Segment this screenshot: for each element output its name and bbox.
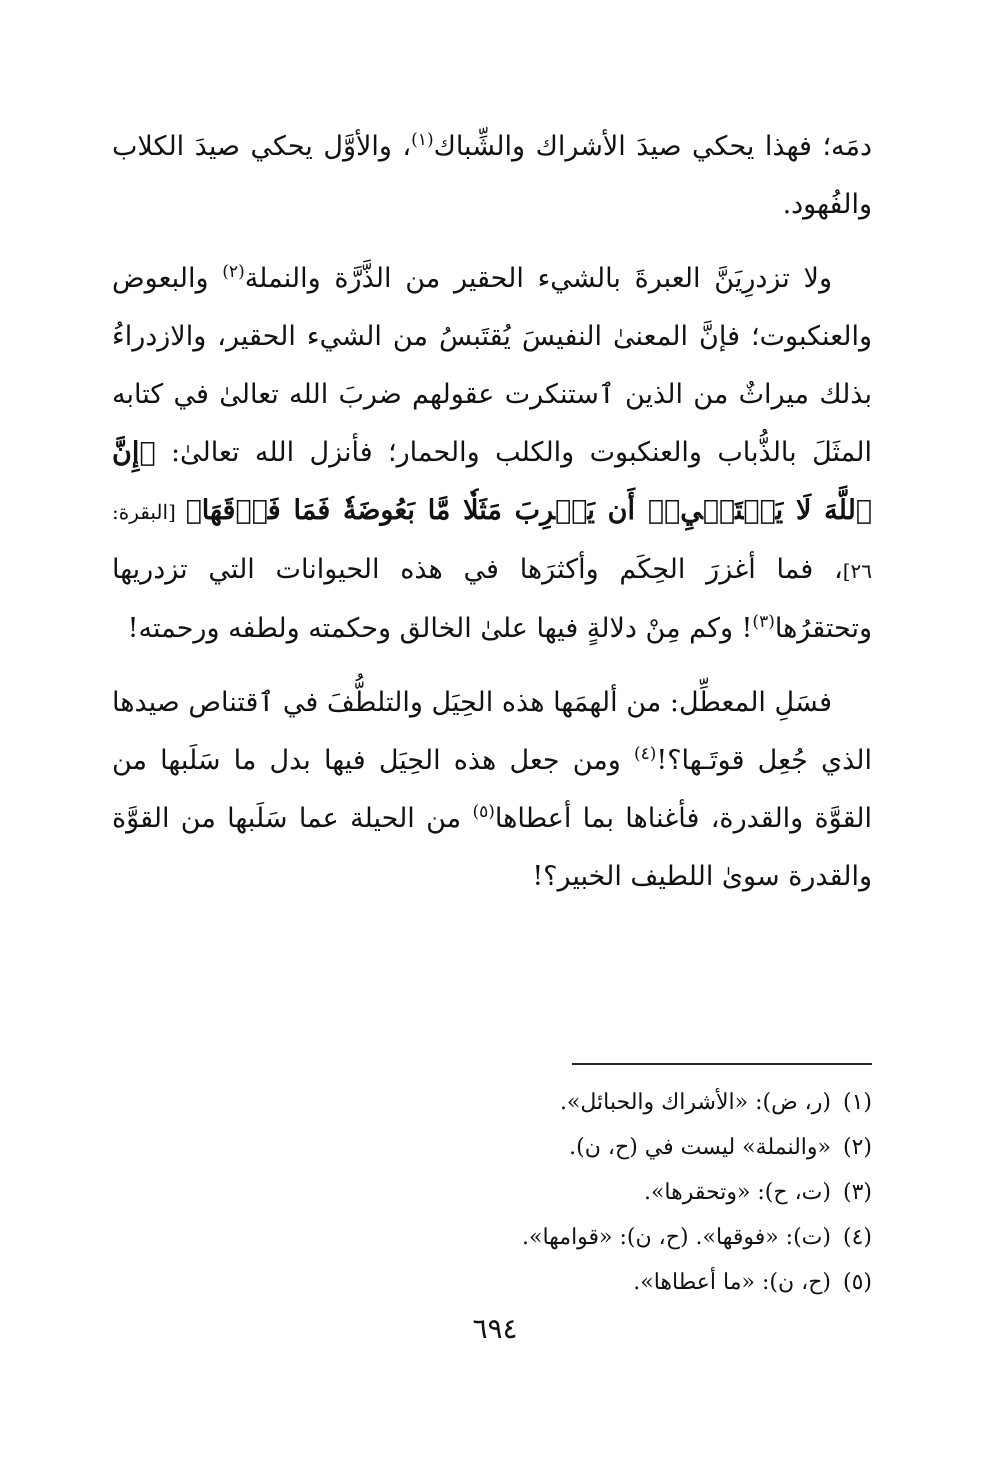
footnote-item xyxy=(112,1215,872,1260)
footnote-number: (٣) xyxy=(842,1180,872,1205)
footnote-text: (ح، ن): «ما أعطاها». xyxy=(633,1270,831,1295)
footnote-ref-2[interactable]: (٢) xyxy=(222,262,245,282)
footnote-text: «والنملة» ليست في (ح، ن). xyxy=(569,1135,831,1160)
footnote-text: (ت، ح): «وتحقرها». xyxy=(643,1180,831,1205)
footnote-text: (ر، ض): «الأشراك والحبائل». xyxy=(559,1090,831,1115)
footnote-ref-5[interactable]: (٥) xyxy=(472,802,495,822)
paragraph-1 xyxy=(112,118,872,234)
paragraph-3-text-a: فسَلِ المعطِّل: من ألهمَها هذه الحِيَل والتلطُّفَ في ٱقتناص صيدها الذي جُعِل قوتَـها؟! xyxy=(112,687,872,776)
footnote-ref-3[interactable]: (٣) xyxy=(752,612,775,632)
paragraph-1-text-a: دمَه؛ فهذا يحكي صيدَ الأشراك والشِّباك xyxy=(433,131,872,162)
paragraph-2 xyxy=(112,250,872,658)
footnote-number: (٤) xyxy=(842,1225,872,1250)
footnote-item xyxy=(112,1125,872,1170)
footnote-number: (١) xyxy=(842,1090,872,1115)
verse-reference: [البقرة: ٢٦] xyxy=(112,500,872,583)
quran-verse: ﴿إِنَّ ٱللَّهَ لَا يَسۡتَحۡيِۦٓ أَن يَضۡرِبَ مَثَلٗا مَّا بَعُوضَةٗ فَمَا فَوۡقَهَا﴾ xyxy=(112,437,872,526)
page-number: ٦٩٤ xyxy=(472,1312,518,1345)
footnote-ref-4[interactable]: (٤) xyxy=(633,744,657,764)
paragraph-3-text-c: من الحيلة عما سَلَبها من القوَّة والقدرة سوىٰ اللطيف الخبير؟! xyxy=(112,803,872,892)
main-text xyxy=(112,118,872,906)
paragraph-2-text-c: ، فما أغزرَ الحِكَم وأكثرَها في هذه الحيوانات التي تزدريها وتحتقرُها xyxy=(112,554,872,644)
footnote-divider xyxy=(572,1063,872,1065)
footnote-number: (٢) xyxy=(842,1135,872,1160)
footnote-ref-1[interactable]: (١) xyxy=(411,130,434,150)
footnote-number: (٥) xyxy=(842,1270,872,1295)
footnote-item xyxy=(112,1260,872,1305)
paragraph-3 xyxy=(112,674,872,906)
paragraph-2-text-b: والبعوض والعنكبوت؛ فإنَّ المعنىٰ النفيسَ يُقتَبسُ من الشيء الحقير، والازدراءُ بذلك ميراثٌ من الذين ٱستنكرت عقولهم ضربَ الله تعالىٰ في كتابه المثَلَ بالذُّباب والعنكبوت والكلب والحمار؛ فأنزل الله تعالىٰ: xyxy=(112,263,872,468)
paragraph-2-text-a: ولا تزدرِيَنَّ العبرةَ بالشيء الحقير من الذَّرَّة والنملة xyxy=(244,263,832,294)
paragraph-3-text-b: ومن جعل هذه الحِيَل فيها بدل ما سَلَبها من القوَّة والقدرة، فأغناها بما أعطاها xyxy=(112,745,873,834)
footnote-item xyxy=(112,1080,872,1125)
footnote-item xyxy=(112,1170,872,1215)
paragraph-1-text-b: ، والأوَّل يحكي صيدَ الكلاب والفُهود. xyxy=(112,131,872,220)
footnotes-list xyxy=(112,1080,872,1305)
footnote-text: (ت): «فوقها». (ح، ن): «قوامها». xyxy=(521,1225,831,1250)
paragraph-2-text-d: ! وكم مِنْ دلالةٍ فيها علىٰ الخالق وحكمته ولطفه ورحمته! xyxy=(127,613,753,644)
